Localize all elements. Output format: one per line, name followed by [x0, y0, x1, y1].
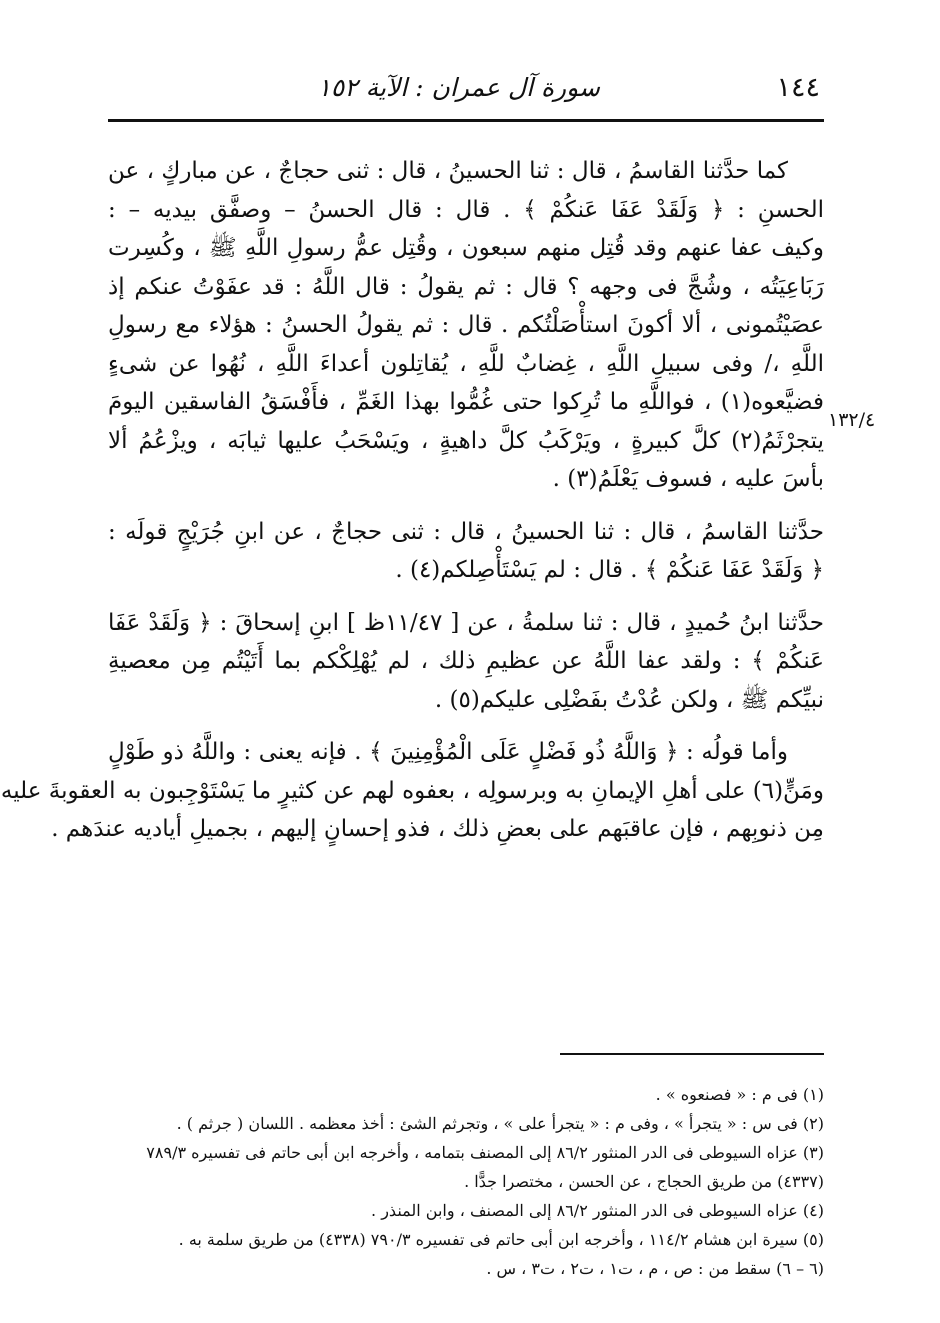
paragraph-2	[108, 513, 824, 590]
text-line: مِن ذنوبِهم ، فإن عاقبَهم على بعضِ ذلك ، فذو إحسانٍ إليهم ، بجميلِ أياديه عندَهم .	[51, 816, 824, 842]
text-line: عَنكُمْ ﴾ : ولقد عفا اللَّهُ عن عظيمِ ذلك ، لم يُهْلِكْكم بما أَتَيْتُم مِن معصيةِ	[108, 648, 824, 674]
header-rule	[108, 119, 824, 122]
footnote-line: (٥) سيرة ابن هشام ١١٤/٢ ، وأخرجه ابن أبى حاتم فى تفسيره ٧٩٠/٣ (٤٣٣٨) من طريق سلمة به .	[178, 1230, 824, 1249]
text-line: وأما قولُه : ﴿ وَاللَّهُ ذُو فَضْلٍ عَلَى الْمُؤْمِنِينَ ﴾ . فإنه يعنى : واللَّهُ ذو طَوْلٍ	[108, 739, 788, 765]
page-number: ١٤٤	[776, 72, 820, 103]
text-line: ومَنٍّ(٦) على أهلِ الإيمانِ به وبرسولِه ، بعفوه لهم عن كثيرٍ ما يَسْتَوْجِبون به العقوبةَ عليه	[0, 777, 824, 804]
text-line: نبيِّكم ﷺ ، ولكن عُدْتُ بفَضْلِى عليكم(٥) .	[434, 686, 824, 713]
paragraph-4	[0, 733, 824, 849]
footnote-line: (٤) عزاه السيوطى فى الدر المنثور ٨٦/٢ إلى المصنف ، وابن المنذر .	[371, 1201, 824, 1220]
text-line: وكيف عفا عنهم وقد قُتِل منهم سبعون ، وقُتِل عمُّ رسولِ اللَّهِ ﷺ ، وكُسِرت	[108, 235, 824, 261]
text-line: الحسنِ : ﴿ وَلَقَدْ عَفَا عَنكُمْ ﴾ . قال : قال الحسنُ – وصفَّق بيديه – :	[108, 196, 824, 223]
text-line: فضيَّعوه(١) ، فواللَّهِ ما تُرِكوا حتى غُمُّوا بهذا الغَمِّ ، فأَفْسَقُ الفاسقين اليومَ	[108, 389, 824, 415]
text-line: عصَيْتُمونى ، ألا أكونَ استأْصَلْتُكم . قال : ثم يقولُ الحسنُ : هؤلاء مع رسولِ	[108, 312, 824, 338]
footnote-line: (٣) عزاه السيوطى فى الدر المنثور ٨٦/٢ إلى المصنف بتمامه ، وأخرجه ابن أبى حاتم فى تفسيره ٧٨٩/٣	[146, 1143, 824, 1162]
text-line: ﴿ وَلَقَدْ عَفَا عَنكُمْ ﴾ . قال : لم يَسْتَأْصِلكم(٤) .	[395, 557, 824, 583]
footnotes	[108, 1080, 824, 1283]
text-line: اللَّهِ ،/ وفى سبيلِ اللَّهِ ، غِضابٌ للَّهِ ، يُقاتِلون أعداءَ اللَّهِ ، نُهُوا عن شىءٍ	[108, 350, 824, 377]
text-line: يتجرْثَمُ(٢) كلَّ كبيرةٍ ، ويَرْكَبُ كلَّ داهيةٍ ، ويَسْحَبُ عليها ثيابَه ، ويزْعُمُ ألا	[108, 427, 824, 454]
running-title: سورة آل عمران : الآية ١٥٢	[317, 73, 600, 102]
footnote-line: (٦ – ٦) سقط من : ص ، م ، ت١ ، ت٢ ، ت٣ ، س .	[486, 1259, 824, 1278]
paragraph-1	[108, 152, 824, 499]
main-text	[0, 152, 824, 863]
footnote-line: (١) فى م : « فصنعوه » .	[655, 1085, 824, 1104]
page-header	[108, 70, 820, 110]
text-line: بأسَ عليه ، فسوف يَعْلَمُ(٣) .	[552, 466, 824, 492]
footnote-rule	[560, 1053, 824, 1055]
text-line: رَبَاعِيَتُه ، وشُجَّ فى وجهه ؟ قال : ثم يقولُ : قال اللَّهُ : قد عفَوْتُ عنكم إذ	[108, 273, 824, 300]
text-line: كما حدَّثنا القاسمُ ، قال : ثنا الحسينُ ، قال : ثنى حجاجٌ ، عن مباركٍ ، عن	[108, 158, 788, 184]
text-line: حدَّثنا ابنُ حُميدٍ ، قال : ثنا سلمةُ ، عن [ ١١/٤٧ظ ] ابنِ إسحاقَ : ﴿ وَلَقَدْ عَفَا	[108, 609, 824, 636]
footnote-line: (٢) فى س : « يتجرأ » ، وفى م : « يتجرأ على » ، وتجرثم الشئ : أخذ معظمه . اللسان ( جرثم ) .	[176, 1114, 824, 1133]
footnote-line: (٤٣٣٧) من طريق الحجاج ، عن الحسن ، مختصرا جدًّا .	[464, 1172, 824, 1191]
text-line: حدَّثنا القاسمُ ، قال : ثنا الحسينُ ، قال : ثنى حجاجٌ ، عن ابنِ جُرَيْجٍ قولَه :	[108, 518, 824, 545]
margin-reference: ١٣٢/٤	[828, 409, 876, 431]
paragraph-3	[108, 604, 824, 720]
